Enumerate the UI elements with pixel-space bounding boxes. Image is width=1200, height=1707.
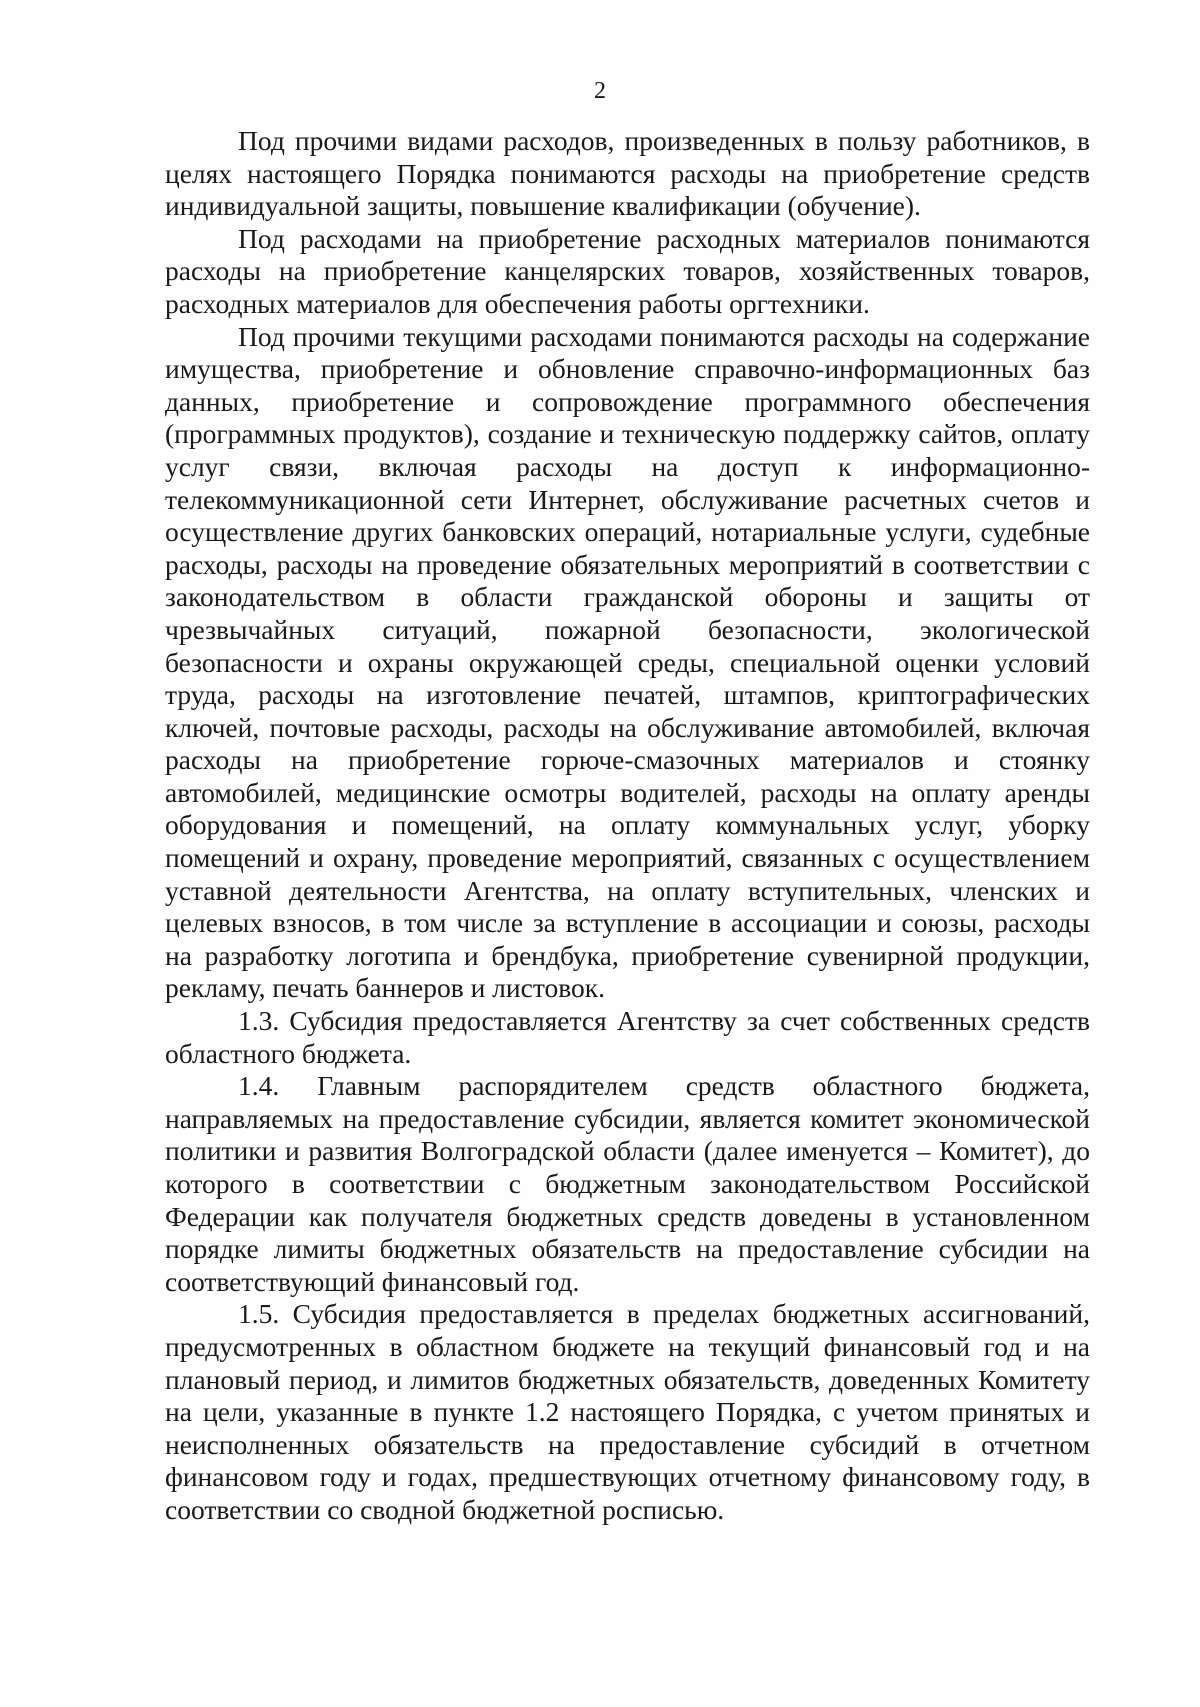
paragraph-consumables-expenses: Под расходами на приобретение расходных материалов понимаются расходы на приобретение канцелярских товаров, хозяйственных товаров, расходных материалов для обеспечения работы оргтехники. [165,222,1090,319]
paragraph-1-3: 1.3. Субсидия предоставляется Агентству за счет собственных средств областного бюджета. [165,1005,1090,1069]
paragraph-other-current-expenses: Под прочими текущими расходами понимаются расходы на содержание имущества, приобретение и обновление справочно-информационных баз данных, приобретение и сопровождение программного обеспечения (программных продуктов), создание и техническую поддержку сайтов, оплату услуг связи, включая расходы на доступ к информационно-телекоммуникационной сети Интернет, обслуживание расчетных счетов и осуществление других банковских операций, нотариальные услуги, судебные расходы, расходы на проведение обязательных мероприятий в соответствии с законодательством в области гражданской обороны и защиты от чрезвычайных ситуаций, пожарной безопасности, экологической безопасности и охраны окружающей среды, специальной оценки условий труда, расходы на изготовление печатей, штампов, криптографических ключей, почтовые расходы, расходы на обслуживание автомобилей, включая расходы на приобретение горюче-смазочных материалов и стоянку автомобилей, медицинские осмотры водителей, расходы на оплату аренды оборудования и помещений, на оплату коммунальных услуг, уборку помещений и охрану, проведение мероприятий, связанных с осуществлением уставной деятельности Агентства, на оплату вступительных, членских и целевых взносов, в том числе за вступление в ассоциации и союзы, расходы на разработку логотипа и брендбука, приобретение сувенирной продукции, рекламу, печать баннеров и листовок. [165,320,1090,1004]
paragraph-1-4: 1.4. Главным распорядителем средств областного бюджета, направляемых на предоставление субсидии, является комитет экономической политики и развития Волгоградской области (далее именуется – Комитет), до которого в соответствии с бюджетным законодательством Российской Федерации как получателя бюджетных средств доведены в установленном порядке лимиты бюджетных обязательств на предоставление субсидии на соответствующий финансовый год. [165,1070,1090,1297]
paragraph-1-5: 1.5. Субсидия предоставляется в пределах бюджетных ассигнований, предусмотренных в областном бюджете на текущий финансовый год и на плановый период, и лимитов бюджетных обязательств, доведенных Комитету на цели, указанные в пункте 1.2 настоящего Порядка, с учетом принятых и неисполненных обязательств на предоставление субсидий в отчетном финансовом году и годах, предшествующих отчетному финансовому году, в соответствии со сводной бюджетной росписью. [165,1298,1090,1525]
document-body [165,125,1090,1527]
page-number: 2 [594,78,606,104]
paragraph-other-employee-expenses: Под прочими видами расходов, произведенных в пользу работников, в целях настоящего Порядка понимаются расходы на приобретение средств индивидуальной защиты, повышение квалификации (обучение). [165,125,1090,222]
